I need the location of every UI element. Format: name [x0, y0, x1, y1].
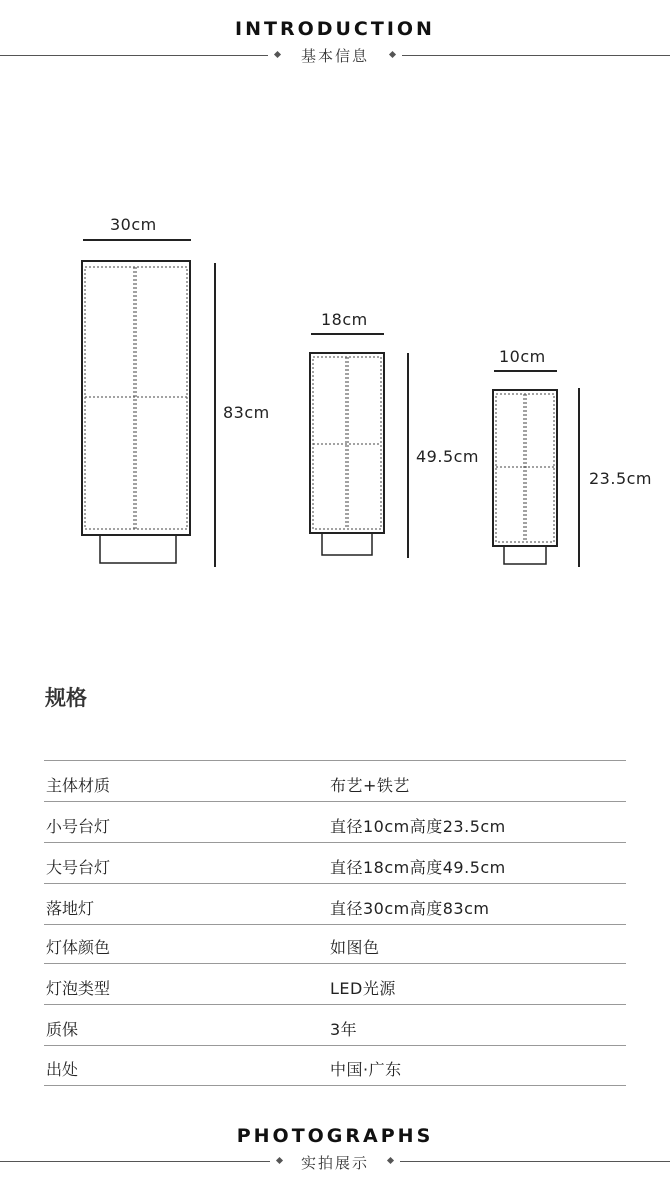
spec-label: 主体材质	[46, 776, 111, 795]
spec-label: 灯泡类型	[46, 979, 111, 998]
photos-rule-right	[400, 1161, 670, 1162]
photos-title: PHOTOGRAPHS	[236, 1125, 434, 1147]
intro-subtitle: 基本信息	[300, 47, 369, 65]
intro-rule-right	[402, 55, 670, 56]
small-lamp-drawing	[491, 388, 561, 570]
spec-value: 如图色	[330, 938, 380, 957]
spec-label: 质保	[46, 1020, 79, 1039]
floor-lamp-width-line	[83, 239, 191, 241]
spec-row-origin	[44, 1045, 626, 1086]
spec-heading: 规格	[45, 686, 87, 710]
spec-label: 小号台灯	[46, 817, 111, 836]
small-lamp-width-line	[494, 370, 557, 372]
large-lamp-width-label: 18cm	[321, 310, 368, 329]
small-lamp-height-line	[578, 388, 580, 567]
spec-label: 大号台灯	[46, 858, 111, 877]
spec-value: 直径18cm高度49.5cm	[330, 858, 506, 877]
photos-subtitle: 实拍展示	[300, 1154, 369, 1172]
floor-lamp-width-label: 30cm	[110, 215, 157, 234]
spec-value: 3年	[330, 1020, 358, 1039]
large-lamp-width-line	[311, 333, 384, 335]
floor-lamp-height-label: 83cm	[223, 403, 270, 422]
large-lamp-height-line	[407, 353, 409, 558]
large-lamp-drawing	[308, 351, 388, 561]
spec-value: 布艺+铁艺	[330, 776, 410, 795]
small-lamp-height-label: 23.5cm	[589, 469, 653, 488]
spec-row-floor-lamp	[44, 884, 626, 925]
large-lamp-height-label: 49.5cm	[416, 447, 480, 466]
spec-value: 直径10cm高度23.5cm	[330, 817, 506, 836]
spec-row-large-lamp	[44, 843, 626, 884]
floor-lamp-height-line	[214, 263, 216, 567]
spec-label: 出处	[46, 1060, 79, 1079]
spec-row-small-lamp	[44, 802, 626, 843]
spec-row-bulb	[44, 964, 626, 1005]
small-lamp-width-label: 10cm	[499, 347, 546, 366]
spec-value: 直径30cm高度83cm	[330, 899, 490, 918]
spec-value: 中国·广东	[330, 1060, 402, 1079]
spec-row-warranty	[44, 1005, 626, 1046]
spec-label: 灯体颜色	[46, 938, 111, 957]
spec-label: 落地灯	[46, 899, 95, 918]
floor-lamp-drawing	[80, 258, 194, 568]
intro-title: INTRODUCTION	[235, 18, 435, 40]
spec-value: LED光源	[330, 979, 396, 998]
spec-row-color	[44, 923, 626, 964]
spec-row-material	[44, 761, 626, 802]
